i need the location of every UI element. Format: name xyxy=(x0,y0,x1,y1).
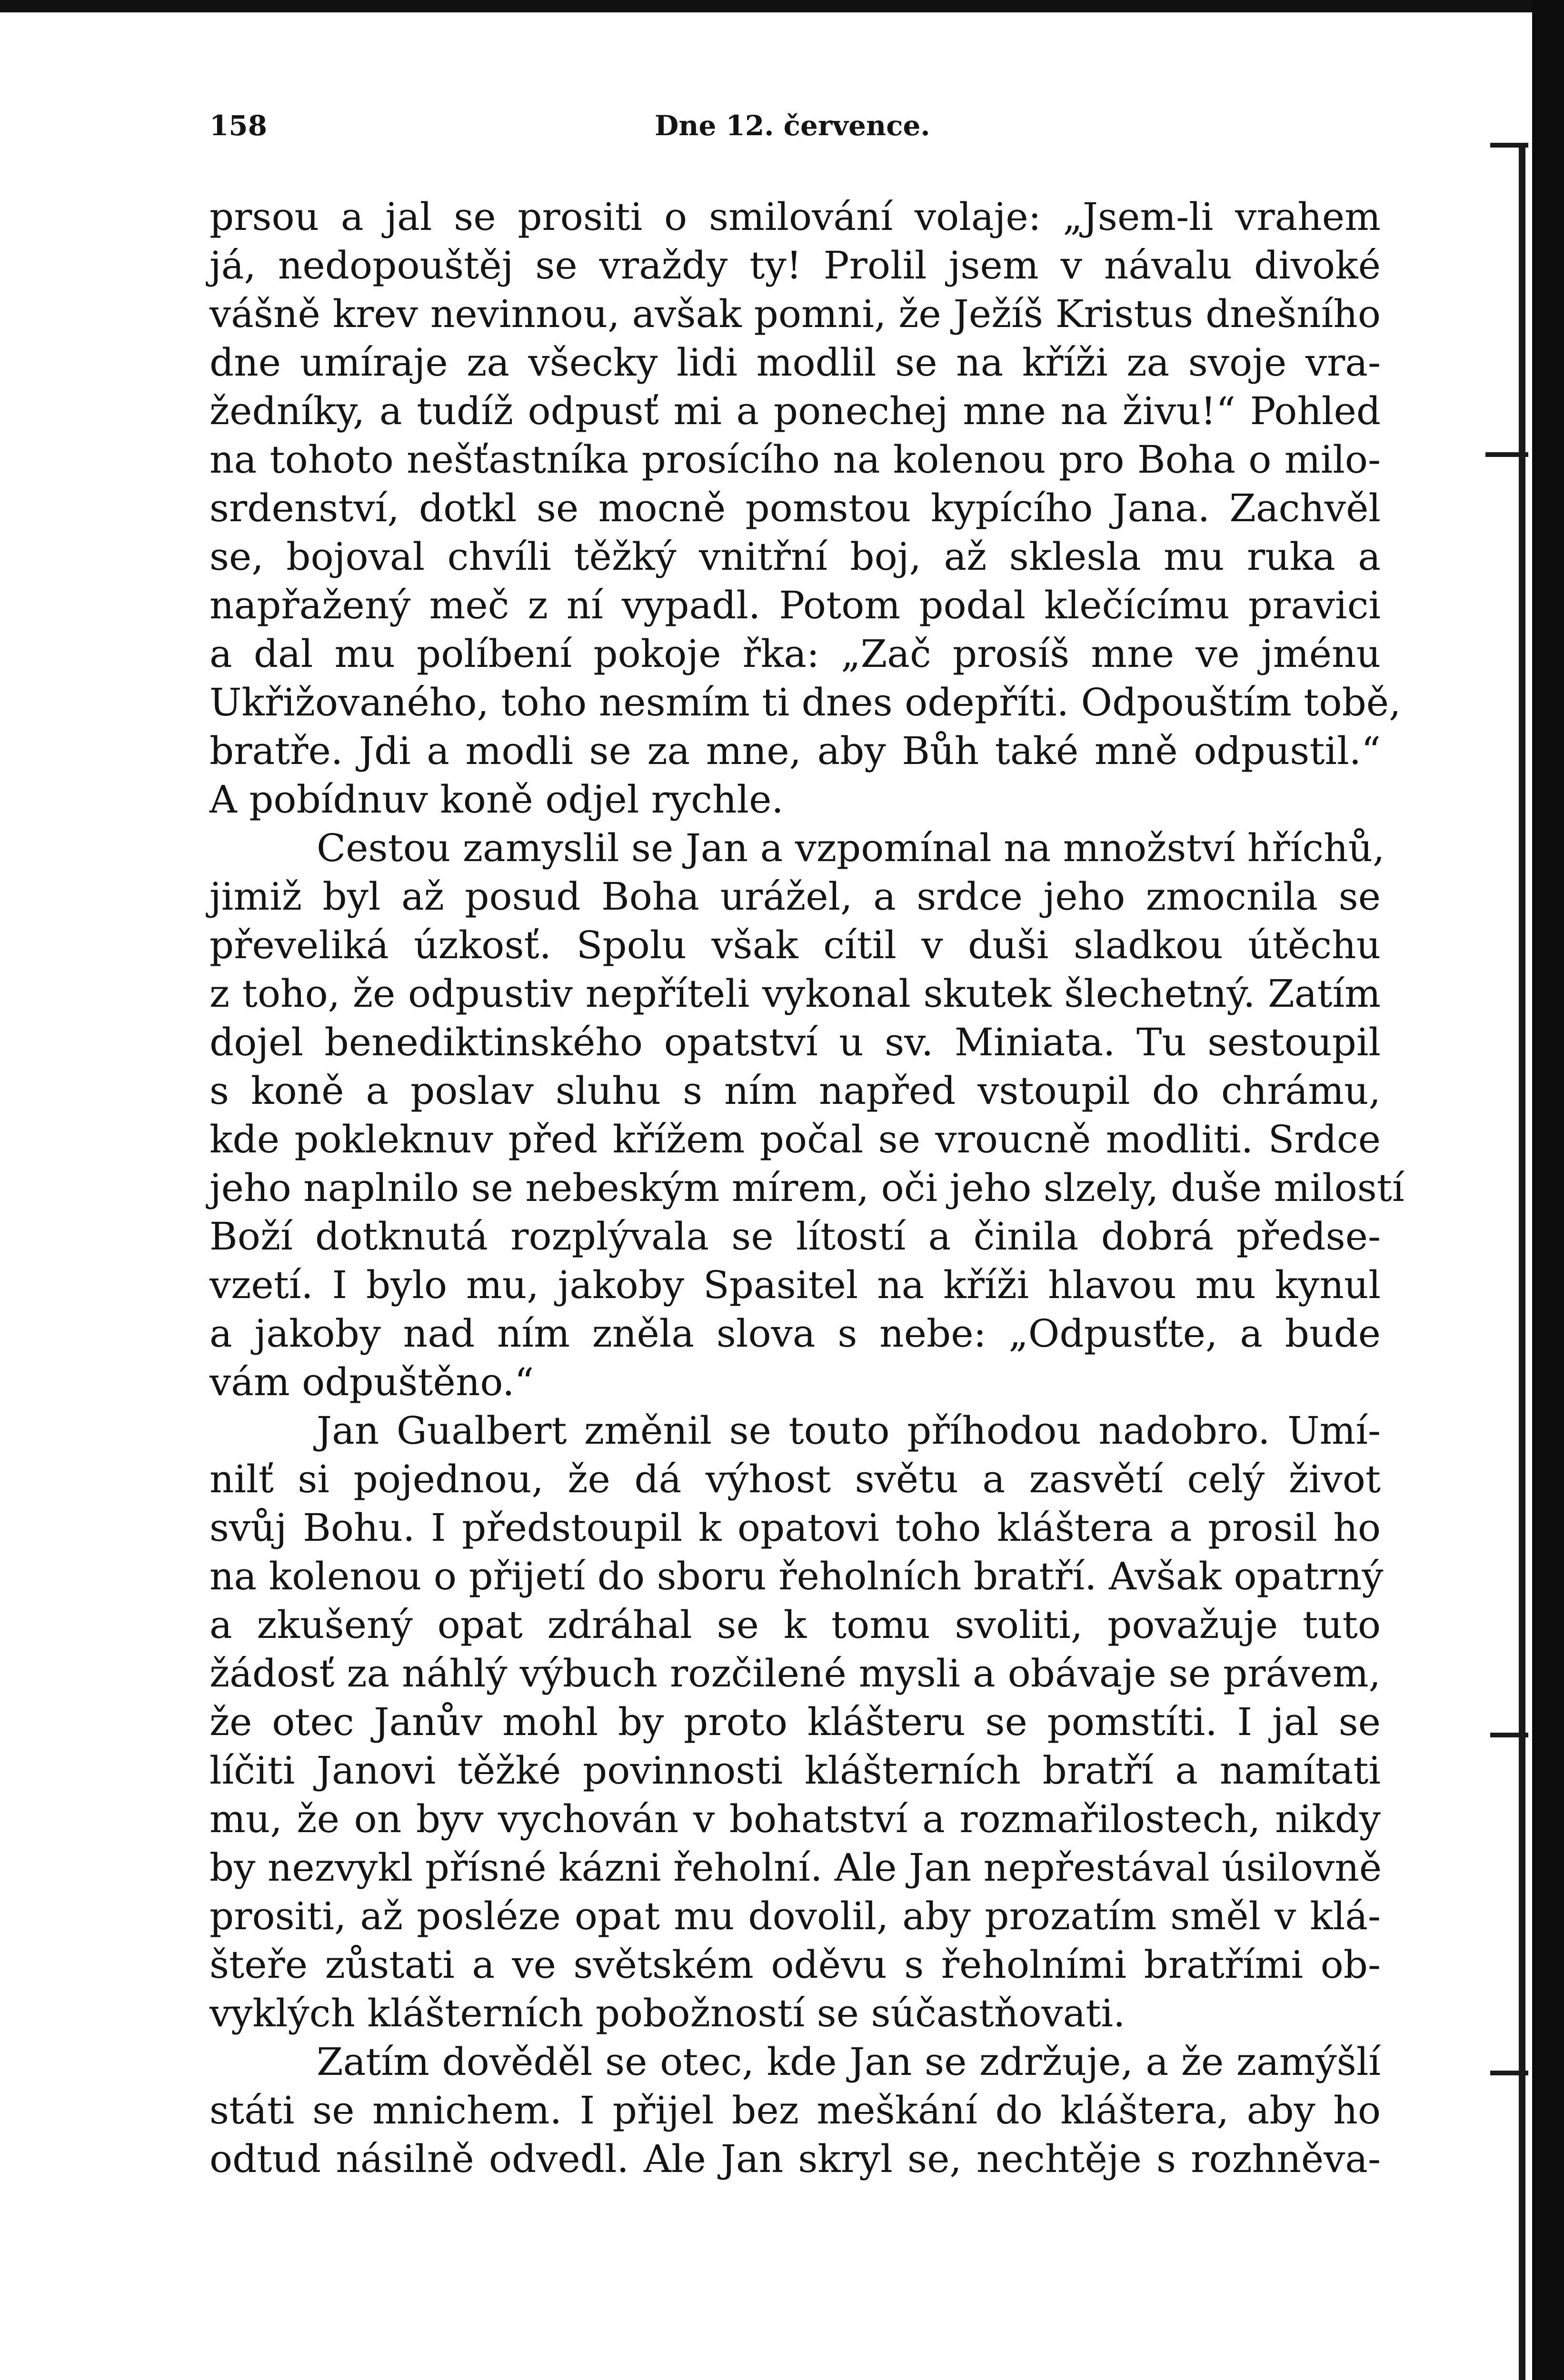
text-line: prositi, až posléze opat mu dovolil, aby prozatím směl v klá- xyxy=(209,1894,1381,1938)
text-line: a dal mu políbení pokoje řka: „Zač prosíš mne ve jménu xyxy=(209,632,1381,676)
text-line: vyklých klášterních pobožností se súčastňovati. xyxy=(209,1991,1126,2035)
body-text xyxy=(209,193,1405,2183)
text-line: a jakoby nad ním zněla slova s nebe: „Odpusťte, a bude xyxy=(209,1311,1381,1356)
text-line: Jan Gualbert změnil se touto příhodou nadobro. Umí- xyxy=(317,1408,1381,1453)
text-line: A pobídnuv koně odjel rychle. xyxy=(209,777,784,822)
text-line: státi se mnichem. I přijel bez meškání do kláštera, aby ho xyxy=(209,2088,1381,2132)
text-line: kde pokleknuv před křížem počal se vroucně modliti. Srdce xyxy=(209,1117,1381,1161)
text-line: se, bojoval chvíli těžký vnitřní boj, až sklesla mu ruka a xyxy=(209,535,1381,579)
text-line: že otec Janův mohl by proto klášteru se pomstíti. I jal se xyxy=(209,1700,1381,1744)
text-line: jeho naplnilo se nebeským mírem, oči jeho slzely, duše milostí xyxy=(209,1166,1405,1210)
scan-mark xyxy=(1490,1733,1528,1737)
page-number: 158 xyxy=(209,109,268,142)
text-line: šteře zůstati a ve světském oděvu s řeholními bratřími ob- xyxy=(209,1943,1381,1987)
text-line: Boží dotknutá rozplývala se lítostí a činila dobrá předse- xyxy=(209,1214,1381,1259)
text-line: z toho, že odpustiv nepříteli vykonal skutek šlechetný. Zatím xyxy=(209,972,1381,1016)
text-line: bratře. Jdi a modli se za mne, aby Bůh také mně odpustil.“ xyxy=(209,729,1381,773)
text-line: odtud násilně odvedl. Ale Jan skryl se, nechtěje s rozhněva- xyxy=(209,2137,1381,2181)
running-title: Dne 12. července. xyxy=(655,109,930,142)
scan-right-edge xyxy=(1532,0,1564,2380)
scan-binding-rule xyxy=(1519,143,1525,2380)
text-line: vzetí. I bylo mu, jakoby Spasitel na kříži hlavou mu kynul xyxy=(209,1263,1381,1307)
text-line: Cestou zamyslil se Jan a vzpomínal na množství hříchů, xyxy=(317,826,1385,870)
text-line: napřažený meč z ní vypadl. Potom podal klečícímu pravici xyxy=(209,583,1381,627)
text-line: vášně krev nevinnou, avšak pomni, že Ježíš Kristus dnešního xyxy=(209,292,1381,336)
text-line: by nezvykl přísné kázni řeholní. Ale Jan nepřestával úsilovně xyxy=(209,1845,1382,1890)
text-line: vám odpuštěno.“ xyxy=(209,1360,534,1404)
text-line: Ukřižovaného, toho nesmím ti dnes odepříti. Odpouštím tobě, xyxy=(209,680,1401,724)
text-line: a zkušený opat zdráhal se k tomu svoliti, považuje tuto xyxy=(209,1603,1381,1647)
text-line: dne umíraje za všecky lidi modlil se na kříži za svoje vra- xyxy=(209,340,1381,385)
text-line: žedníky, a tudíž odpusť mi a ponechej mne na živu!“ Pohled xyxy=(209,389,1381,433)
text-line: srdenství, dotkl se mocně pomstou kypícího Jana. Zachvěl xyxy=(209,486,1381,530)
text-line: dojel benediktinského opatství u sv. Miniata. Tu sestoupil xyxy=(209,1020,1381,1064)
text-line: na tohoto nešťastníka prosícího na kolenou pro Boha o milo- xyxy=(209,437,1381,482)
scan-mark xyxy=(1490,2071,1528,2075)
text-line: mu, že on byv vychován v bohatství a rozmařilostech, nikdy xyxy=(209,1797,1381,1841)
text-line: s koně a poslav sluhu s ním napřed vstoupil do chrámu, xyxy=(209,1069,1381,1113)
text-line: jimiž byl až posud Boha urážel, a srdce jeho zmocnila se xyxy=(209,874,1381,919)
text-line: svůj Bohu. I předstoupil k opatovi toho kláštera a prosil ho xyxy=(209,1506,1381,1550)
text-line: na kolenou o přijetí do sboru řeholních bratří. Avšak opatrný xyxy=(209,1554,1384,1598)
text-line: prsou a jal se prositi o smilování volaje: „Jsem-li vrahem xyxy=(209,195,1381,239)
text-line: žádosť za náhlý výbuch rozčilené mysli a obávaje se právem, xyxy=(209,1651,1381,1696)
scan-top-edge xyxy=(0,0,1564,12)
scan-mark xyxy=(1490,143,1528,148)
scan-mark xyxy=(1485,452,1528,457)
text-line: Zatím dověděl se otec, kde Jan se zdržuje, a že zamýšlí xyxy=(317,2040,1381,2084)
text-line: nilť si pojednou, že dá výhost světu a zasvětí celý život xyxy=(209,1457,1381,1501)
page-header xyxy=(209,109,1381,162)
text-line: já, nedopouštěj se vraždy ty! Prolil jsem v návalu divoké xyxy=(209,243,1381,288)
text-line: líčiti Janovi těžké povinnosti klášterních bratří a namítati xyxy=(209,1748,1381,1793)
text-line: převeliká úzkosť. Spolu však cítil v duši sladkou útěchu xyxy=(209,923,1381,967)
